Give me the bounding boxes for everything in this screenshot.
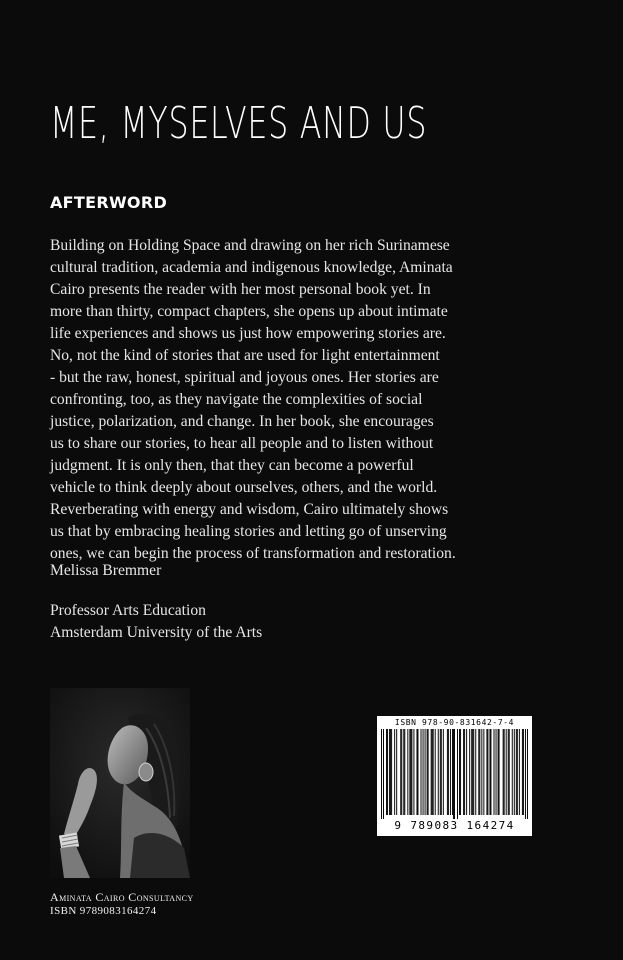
barcode-bar: [411, 729, 412, 815]
barcode-bar: [450, 729, 451, 815]
barcode-bar: [508, 729, 509, 815]
barcode-bar: [473, 729, 474, 815]
barcode-isbn-label: ISBN 978-90-831642-7-4: [394, 718, 515, 727]
afterword-line: vehicle to think deeply about ourselves, others, and the world.: [50, 479, 438, 496]
afterword-author: Melissa Bremmer: [50, 562, 162, 579]
publisher-name: Aminata Cairo Consultancy: [50, 890, 194, 904]
barcode-bar: [514, 729, 515, 815]
barcode-bar: [463, 729, 464, 815]
barcode-bar: [516, 729, 517, 815]
publisher-isbn: ISBN 9789083164274: [50, 905, 157, 917]
barcode-bar: [469, 729, 470, 815]
barcode-bar: [410, 729, 411, 815]
author-affiliation: [50, 600, 262, 644]
barcode-bar: [413, 729, 414, 815]
barcode-bar: [381, 729, 382, 819]
barcode-bar: [390, 729, 391, 815]
barcode-bar: [428, 729, 429, 815]
barcode-bar: [519, 729, 520, 815]
barcode-bar: [490, 729, 491, 815]
afterword-line: Cairo presents the reader with her most personal book yet. In: [50, 281, 431, 298]
barcode-bar: [460, 729, 461, 815]
barcode-bar: [396, 729, 397, 815]
barcode-bar: [389, 729, 390, 815]
barcode-bar: [400, 729, 401, 815]
barcode-bar: [394, 729, 395, 815]
barcode-bar: [404, 729, 405, 815]
afterword-line: Building on Holding Space and drawing on her rich Surinamese: [50, 237, 450, 254]
barcode-bar: [435, 729, 436, 815]
publisher-info: [50, 890, 194, 918]
barcode-bar: [525, 729, 526, 819]
barcode-bar: [483, 729, 484, 815]
barcode-bar: [387, 729, 388, 815]
barcode-bar: [441, 729, 442, 815]
barcode-bar: [498, 729, 499, 815]
isbn-barcode: [377, 716, 532, 836]
barcode-bar: [478, 729, 479, 815]
barcode-bar: [522, 729, 523, 815]
afterword-line: Reverberating with energy and wisdom, Cairo ultimately shows: [50, 501, 449, 518]
barcode-bar: [464, 729, 465, 815]
barcode-number: 9 789083 164274: [394, 819, 515, 832]
afterword-line: us to share our stories, to hear all people and to listen without: [50, 435, 434, 452]
barcode-bar: [475, 729, 476, 815]
barcode-bar: [448, 729, 449, 815]
barcode-bar: [512, 729, 513, 815]
barcode-bar: [421, 729, 422, 815]
afterword-line: life experiences and shows us just how empowering stories are.: [50, 325, 446, 342]
barcode-bar: [509, 729, 510, 815]
barcode-bar: [486, 729, 487, 815]
barcode-bar: [401, 729, 402, 815]
barcode-bar: [403, 729, 404, 815]
afterword-line: confronting, too, as they navigate the complexities of social: [50, 391, 423, 408]
barcode-bar: [416, 729, 417, 815]
author-photo: [50, 688, 190, 878]
barcode-bar: [504, 729, 505, 815]
barcode-bar: [466, 729, 467, 815]
barcode-bar: [517, 729, 518, 815]
barcode-bar: [489, 729, 490, 815]
barcode-bar: [506, 729, 507, 815]
barcode-bar: [447, 729, 448, 815]
barcode-bar: [433, 729, 434, 815]
afterword-line: cultural tradition, academia and indigenous knowledge, Aminata: [50, 259, 453, 276]
barcode-bar: [431, 729, 432, 815]
afterword-line: us that by embracing healing stories and letting go of unserving: [50, 523, 447, 540]
barcode-bar: [440, 729, 441, 815]
afterword-line: No, not the kind of stories that are used for light entertainment: [50, 347, 440, 364]
barcode-bar: [432, 729, 433, 815]
afterword-line: ones, we can begin the process of transformation and restoration.: [50, 545, 456, 562]
afterword-text: [50, 235, 560, 565]
afterword-line: justice, polarization, and change. In her book, she encourages: [50, 413, 434, 430]
barcode-bar: [427, 729, 428, 815]
barcode-bar: [523, 729, 524, 815]
barcode-bar: [481, 729, 482, 815]
barcode-bar: [407, 729, 408, 815]
barcode-bar: [391, 729, 392, 815]
barcode-bar: [459, 729, 460, 815]
barcode-bar: [496, 729, 497, 815]
barcode-bar: [453, 729, 454, 819]
barcode-bar: [425, 729, 426, 815]
barcode-bar: [423, 729, 424, 815]
barcode-bars: [381, 729, 528, 819]
barcode-bar: [499, 729, 500, 815]
barcode-bar: [443, 729, 444, 815]
barcode-bar: [454, 729, 455, 819]
afterword-line: - but the raw, honest, spiritual and joyous ones. Her stories are: [50, 369, 439, 386]
barcode-bar: [494, 729, 495, 815]
author-institution: Amsterdam University of the Arts: [50, 624, 263, 641]
barcode-bar: [471, 729, 472, 815]
barcode-bar: [383, 729, 384, 819]
barcode-bar: [479, 729, 480, 815]
author-role: Professor Arts Education: [50, 602, 206, 619]
section-heading: AFTERWORD: [50, 193, 168, 212]
barcode-bar: [438, 729, 439, 815]
afterword-line: more than thirty, compact chapters, she opens up about intimate: [50, 303, 448, 320]
barcode-bar: [503, 729, 504, 815]
barcode-bar: [472, 729, 473, 815]
barcode-bar: [409, 729, 410, 815]
book-title: ME, MYSELVES AND US: [50, 98, 428, 149]
portrait-illustration: [50, 688, 190, 878]
barcode-bar: [457, 729, 458, 819]
barcode-bar: [386, 729, 387, 815]
barcode-bar: [418, 729, 419, 815]
afterword-line: judgment. It is only then, that they can become a powerful: [50, 457, 414, 474]
barcode-bar: [487, 729, 488, 815]
barcode-bar: [452, 729, 453, 815]
barcode-bar: [527, 729, 528, 819]
